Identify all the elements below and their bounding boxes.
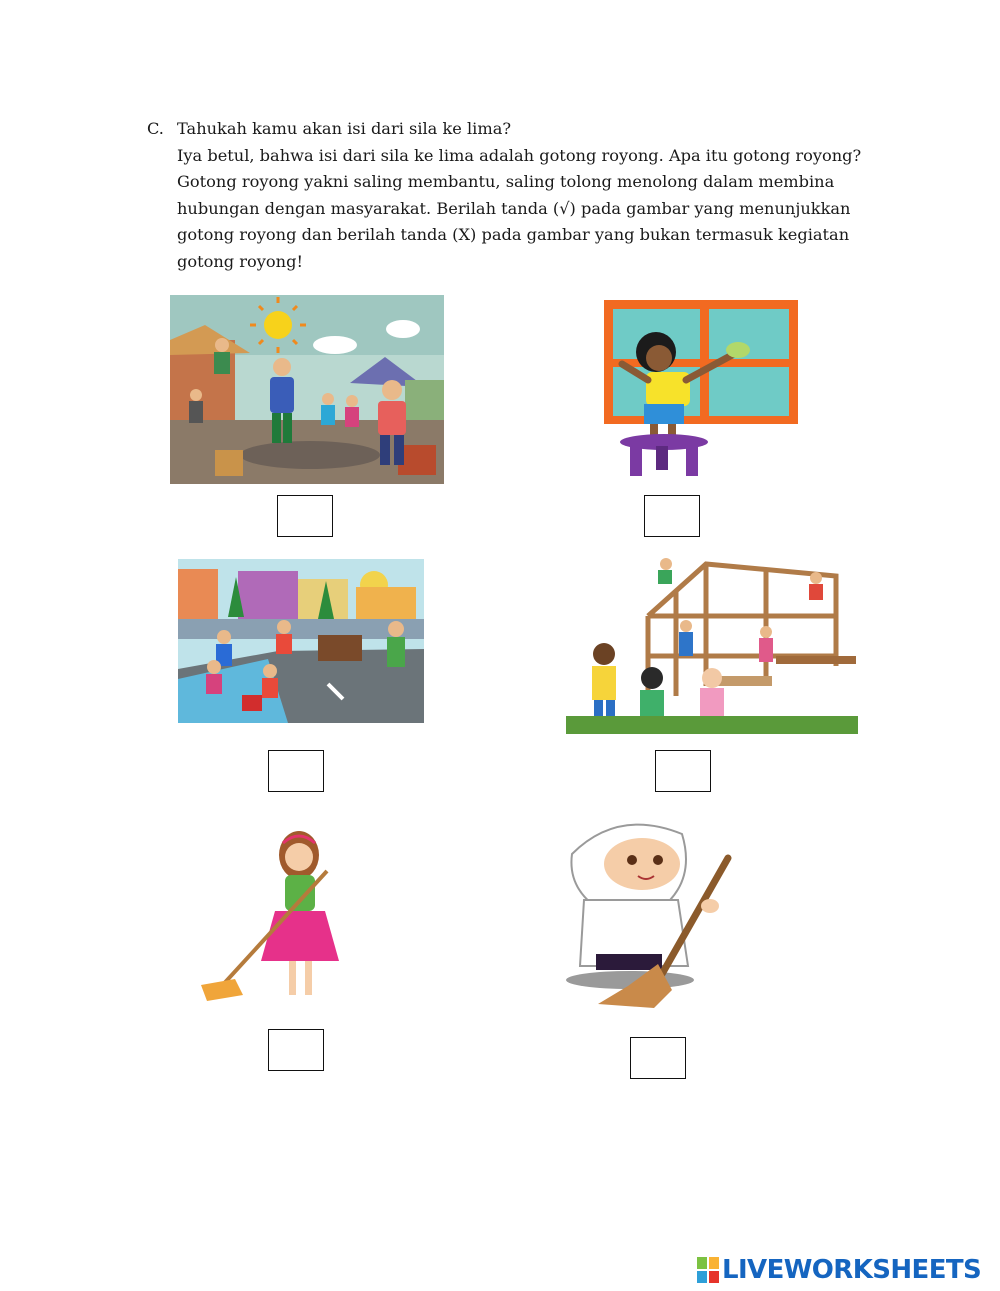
answer-box-5[interactable] — [268, 1029, 324, 1071]
question-line: hubungan dengan masyarakat. Berilah tanda (√) pada gambar yang menunjukkan — [177, 198, 851, 218]
answer-box-6[interactable] — [630, 1037, 686, 1079]
question-line: gotong royong! — [177, 251, 303, 271]
question-line: Iya betul, bahwa isi dari sila ke lima adalah gotong royong. Apa itu gotong royong? — [177, 145, 862, 165]
girl-sweeping-illustration — [562, 814, 732, 1012]
question-line: Gotong royong yakni saling membantu, saling tolong menolong dalam membina — [177, 172, 835, 191]
answer-box-2[interactable] — [644, 495, 700, 537]
village-cleanup-illustration — [170, 295, 444, 484]
girl-mopping-illustration — [195, 825, 345, 1007]
question-marker: C. — [147, 119, 164, 138]
liveworksheets-logo-icon — [697, 1257, 719, 1283]
question-line: gotong royong dan berilah tanda (X) pada gambar yang bukan termasuk kegiatan — [177, 225, 850, 244]
brand-name: LIVEWORKSHEETS — [722, 1255, 982, 1285]
answer-box-1[interactable] — [277, 495, 333, 537]
answer-box-3[interactable] — [268, 750, 324, 792]
question-block — [147, 116, 877, 275]
children-cleaning-street-illustration — [178, 559, 424, 723]
question-line: Tahukah kamu akan isi dari sila ke lima? — [177, 119, 512, 138]
question-text — [177, 116, 877, 275]
house-building-together-illustration — [566, 556, 858, 734]
liveworksheets-brand — [697, 1253, 981, 1287]
child-cleaning-window-illustration — [604, 300, 798, 482]
answer-box-4[interactable] — [655, 750, 711, 792]
